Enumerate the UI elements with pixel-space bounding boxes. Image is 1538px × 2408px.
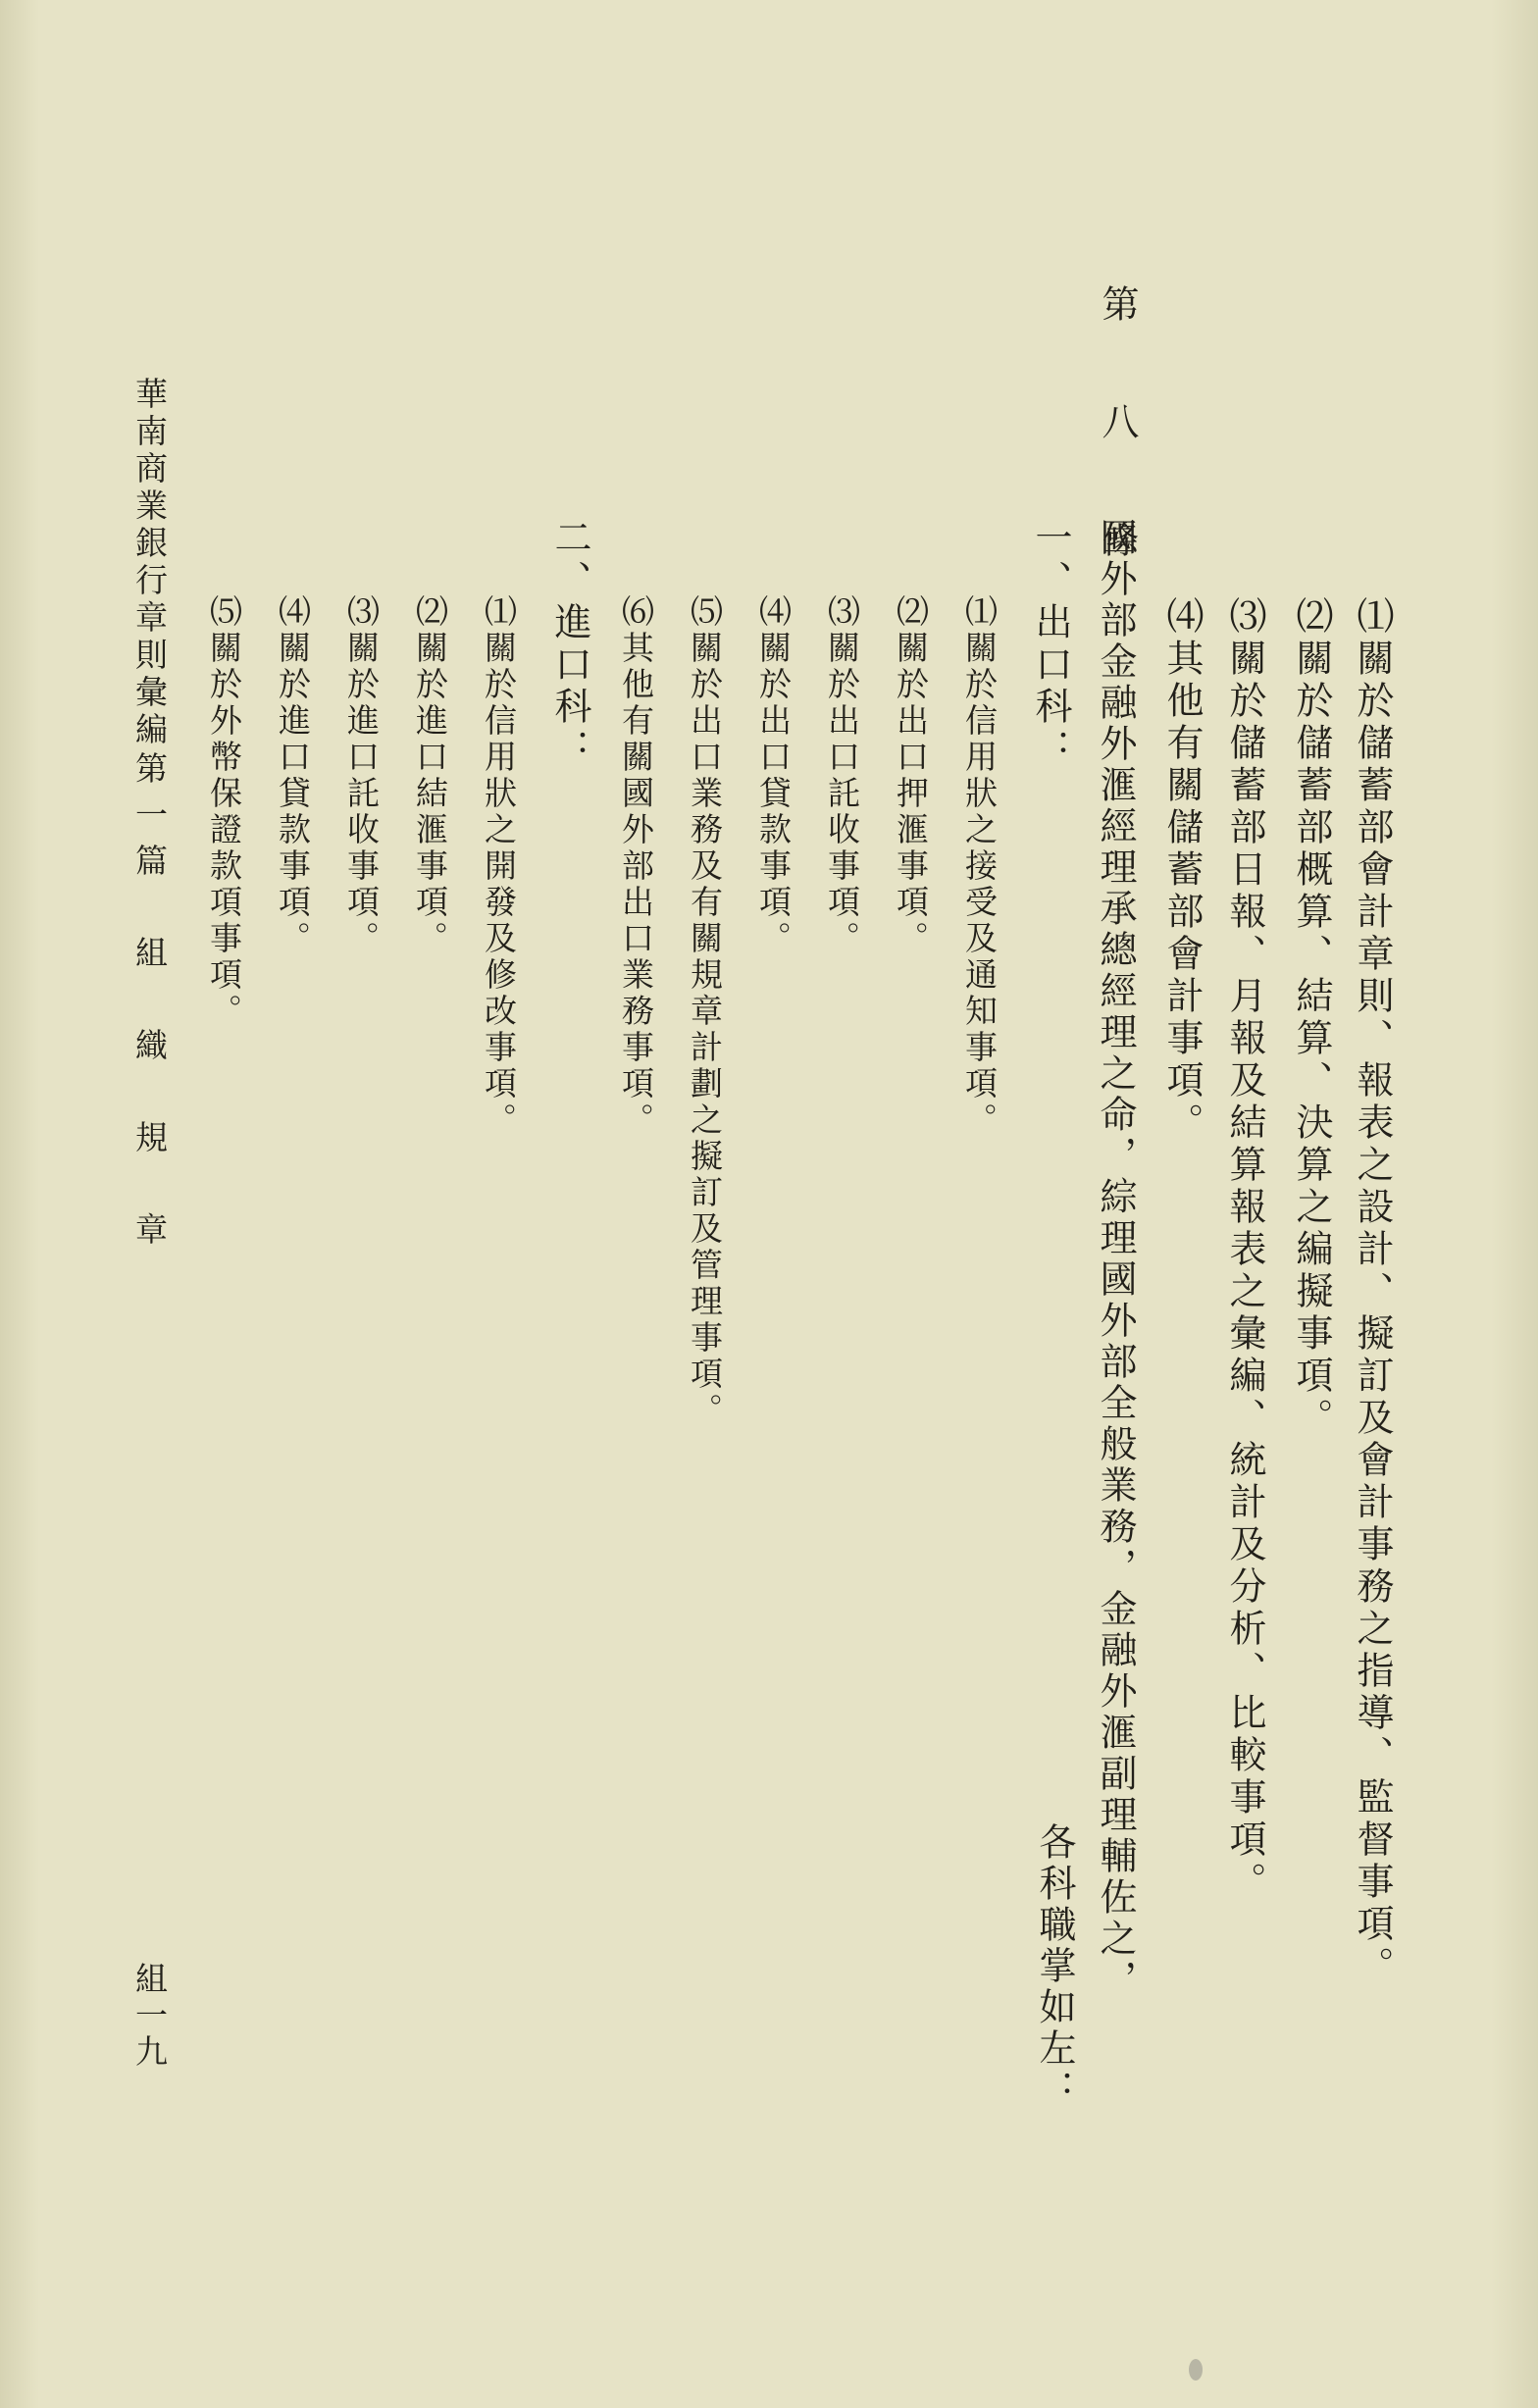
- section-2-item-5: ⑸關於外幣保證款項事項。: [205, 594, 243, 1030]
- section-2-item-3: ⑶關於進口託收事項。: [342, 594, 381, 957]
- ink-smudge: [1189, 2359, 1203, 2381]
- section-1-heading: 一、出口科：: [1029, 518, 1072, 771]
- section-2-item-2: ⑵關於進口結滙事項。: [411, 594, 449, 957]
- article-intro-tail: 各科職掌如左：: [1033, 1822, 1076, 2111]
- article-heading: 第 八 條: [1096, 284, 1139, 579]
- section-1-item-3: ⑶關於出口託收事項。: [823, 594, 861, 957]
- page-number: 組一九: [130, 1962, 169, 2071]
- section-1-item-6: ⑹其他有關國外部出口業務事項。: [617, 594, 655, 1139]
- prev-item-1: ⑴關於儲蓄部會計章則、報表之設計、擬訂及會計事務之指導、監督事項。: [1351, 596, 1394, 1988]
- prev-item-2: ⑵關於儲蓄部概算、結算、決算之編擬事項。: [1290, 596, 1333, 1440]
- section-1-item-5: ⑸關於出口業務及有關規章計劃之擬訂及管理事項。: [686, 594, 724, 1429]
- section-2-item-4: ⑷關於進口貸款事項。: [274, 594, 312, 957]
- prev-item-3: ⑶關於儲蓄部日報、月報及結算報表之彙編、統計及分析、比較事項。: [1223, 596, 1266, 1904]
- section-1-item-4: ⑷關於出口貸款事項。: [754, 594, 793, 957]
- chapter-title: 第一篇 組 織 規 章: [130, 751, 169, 1258]
- prev-item-4: ⑷其他有關儲蓄部會計事項。: [1160, 596, 1204, 1145]
- section-1-item-1: ⑴關於信用狀之接受及通知事項。: [960, 594, 999, 1139]
- article-intro: 國外部金融外滙經理承總經理之命，綜理國外部全般業務，金融外滙副理輔佐之，: [1094, 518, 1137, 2001]
- book-title: 華南商業銀行章則彙編: [130, 377, 169, 749]
- section-1-item-2: ⑵關於出口押滙事項。: [892, 594, 930, 957]
- section-2-item-1: ⑴關於信用狀之開發及修改事項。: [480, 594, 518, 1139]
- section-2-heading: 二、進口科：: [548, 518, 591, 771]
